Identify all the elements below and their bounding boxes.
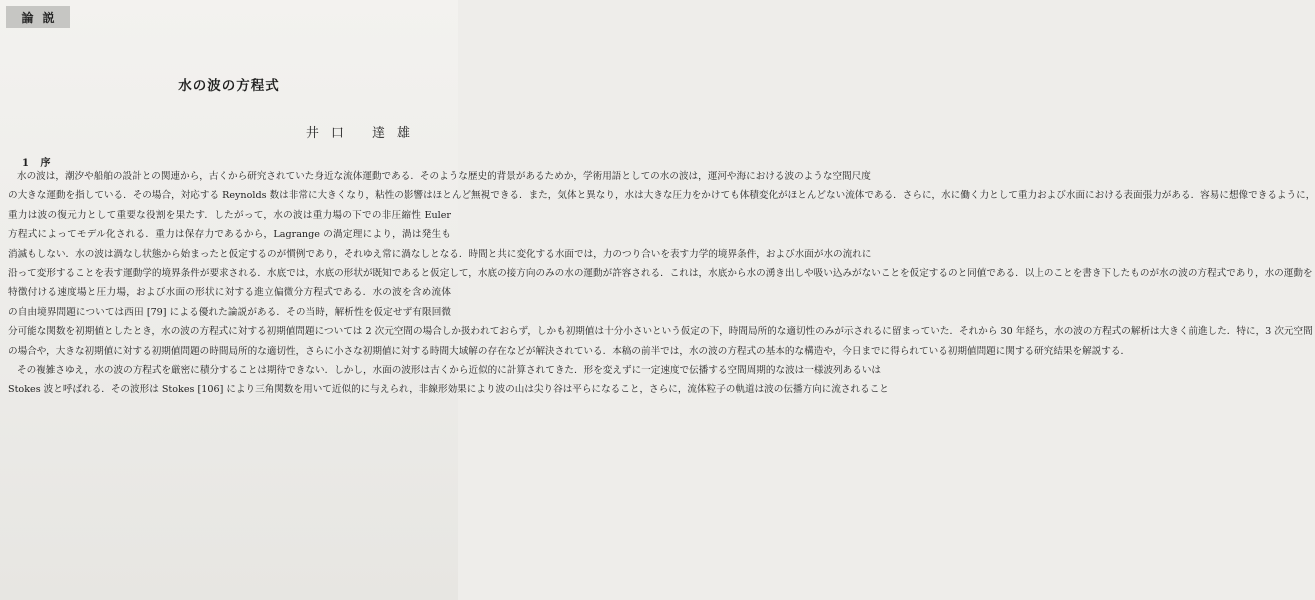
body-line: Stokes 波と呼ばれる．その波形は Stokes [106] により三角関数を用いて近似的に与えられ，非線形効果により波の山は尖り谷は平らになること，さらに，流体粒子の軌道は波の伝播方向に流されること bbox=[8, 384, 889, 396]
article-author: 井口 達雄 bbox=[305, 126, 422, 141]
body-line: の場合や，大きな初期値に対する初期値問題の時間局所的な適切性，さらに小さな初期値に対する時間大域解の存在などが解決されている．本稿の前半では，水の波の方程式の基本的な構造や，今日までに得られている初期値問題に関する研究結果を解説する． bbox=[8, 345, 1131, 357]
body-line: その複雑さゆえ，水の波の方程式を厳密に積分することは期待できない．しかし，水面の波形は古くから近似的に計算されてきた．形を変えずに一定速度で伝播する空間周期的な波は一様波列あるいは bbox=[17, 365, 882, 377]
body-line: 分可能な関数を初期値としたとき，水の波の方程式に対する初期値問題については 2 次元空間の場合しか扱われておらず，しかも初期値は十分小さいという仮定の下，時間局所的な適切性のみが示されるに留まっていた．それから 30 年経ち，水の波の方程式の解析は大きく前進した．特に，3 次元空間 bbox=[8, 326, 1313, 338]
section-number: 1 bbox=[22, 158, 33, 169]
body-line: の自由境界問題については西田 [79] による優れた論説がある．その当時，解析性を仮定せず有限回微 bbox=[8, 306, 451, 318]
body-line: 重力は波の復元力として重要な役割を果たす．したがって，水の波は重力場の下での非圧縮性 Euler bbox=[8, 209, 451, 221]
body-line: 消滅もしない．水の波は渦なし状態から始まったと仮定するのが慣例であり，それゆえ常に渦なしとなる．時間と共に変化する水面では，力のつり合いを表す力学的境界条件，および水面が水の流れに bbox=[8, 248, 872, 260]
body-line: 方程式によってモデル化される．重力は保存力であるから，Lagrange の渦定理により，渦は発生も bbox=[8, 229, 451, 241]
category-label: 論説 bbox=[6, 6, 70, 28]
body-line: 特徴付ける速度場と圧力場，および水面の形状に対する進立偏微分方程式である．水の波を含め流体 bbox=[8, 287, 451, 299]
body-line: の大きな運動を指している．その場合，対応する Reynolds 数は非常に大きくなり，粘性の影響はほとんど無視できる．また，気体と異なり，水は大きな圧力をかけても体積変化がほとんどない流体である．さらに，水に働く力として重力および水面における表面張力がある．容易に想像できるように， bbox=[8, 190, 1315, 202]
article-title: 水の波の方程式 bbox=[178, 78, 280, 94]
article-body bbox=[8, 167, 1315, 400]
body-line: 沿って変形することを表す運動学的境界条件が要求される．水底では，水底の形状が既知であると仮定して，水底の接方向のみの水の運動が許容される．これは，水底から水の湧き出しや吸い込みがないことを仮定するのと同値である．以上のことを書き下したものが水の波の方程式であり，水の運動を bbox=[8, 268, 1313, 280]
body-line: 水の波は，潮汐や船舶の設計との関連から，古くから研究されていた身近な流体運動である．そのような歴史的背景があるためか，学術用語としての水の波は，運河や海における波のような空間尺度 bbox=[17, 171, 871, 182]
section-title: 序 bbox=[40, 158, 55, 169]
